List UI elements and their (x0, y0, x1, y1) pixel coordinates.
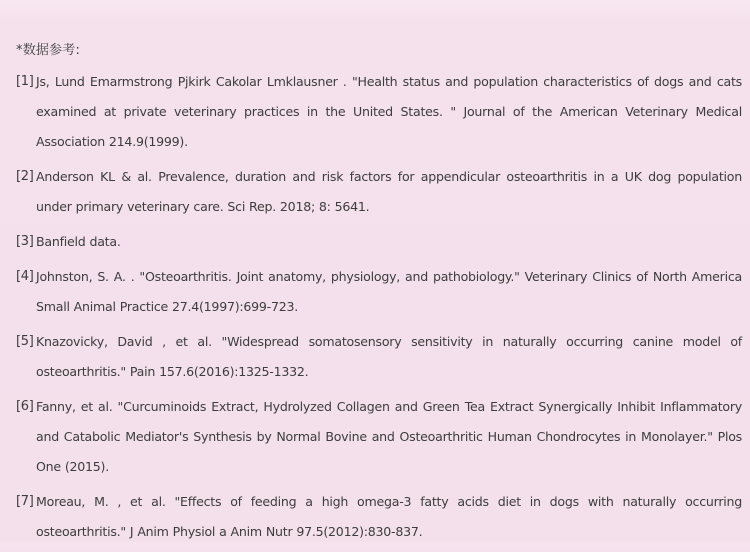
reference-text: Banfield data. (36, 234, 121, 249)
reference-number: [3] (16, 234, 34, 249)
references-section (16, 40, 742, 552)
reference-item-2 (16, 162, 742, 222)
reference-item-5 (16, 327, 742, 387)
reference-item-6 (16, 392, 742, 482)
reference-text: Fanny, et al. "Curcuminoids Extract, Hydrolyzed Collagen and Green Tea Extract Synergically Inhibit Inflammatory and Catabolic Mediator's Synthesis by Normal Bovine and Osteoarthritic Human Chondrocytes in Monolayer." Plos One (2015). (36, 399, 742, 474)
reference-text: Knazovicky, David , et al. "Widespread somatosensory sensitivity in naturally occurring canine model of osteoarthritis." Pain 157.6(2016):1325-1332. (36, 334, 742, 379)
reference-text: Js, Lund Emarmstrong Pjkirk Cakolar Lmklausner . "Health status and population characteristics of dogs and cats examined at private veterinary practices in the United States. " Journal of the American Veterinary Medical Association 214.9(1999). (36, 74, 742, 149)
reference-text: Johnston, S. A. . "Osteoarthritis. Joint anatomy, physiology, and pathobiology." Veterinary Clinics of North America Small Animal Practice 27.4(1997):699-723. (36, 269, 742, 314)
reference-number: [2] (16, 169, 34, 184)
reference-item-3 (16, 227, 742, 257)
reference-item-7 (16, 487, 742, 547)
reference-text: Anderson KL & al. Prevalence, duration and risk factors for appendicular osteoarthritis in a UK dog population under primary veterinary care. Sci Rep. 2018; 8: 5641. (36, 169, 742, 214)
references-heading: *数据参考: (16, 43, 81, 58)
reference-item-1 (16, 67, 742, 157)
reference-number: [7] (16, 494, 34, 509)
reference-number: [6] (16, 399, 34, 414)
top-band (0, 0, 750, 22)
reference-text: Moreau, M. , et al. "Effects of feeding a high omega-3 fatty acids diet in dogs with naturally occurring osteoarthritis." J Anim Physiol a Anim Nutr 97.5(2012):830-837. (36, 494, 742, 539)
reference-number: [5] (16, 334, 34, 349)
reference-number: [1] (16, 74, 34, 89)
reference-number: [4] (16, 269, 34, 284)
reference-item-4 (16, 262, 742, 322)
